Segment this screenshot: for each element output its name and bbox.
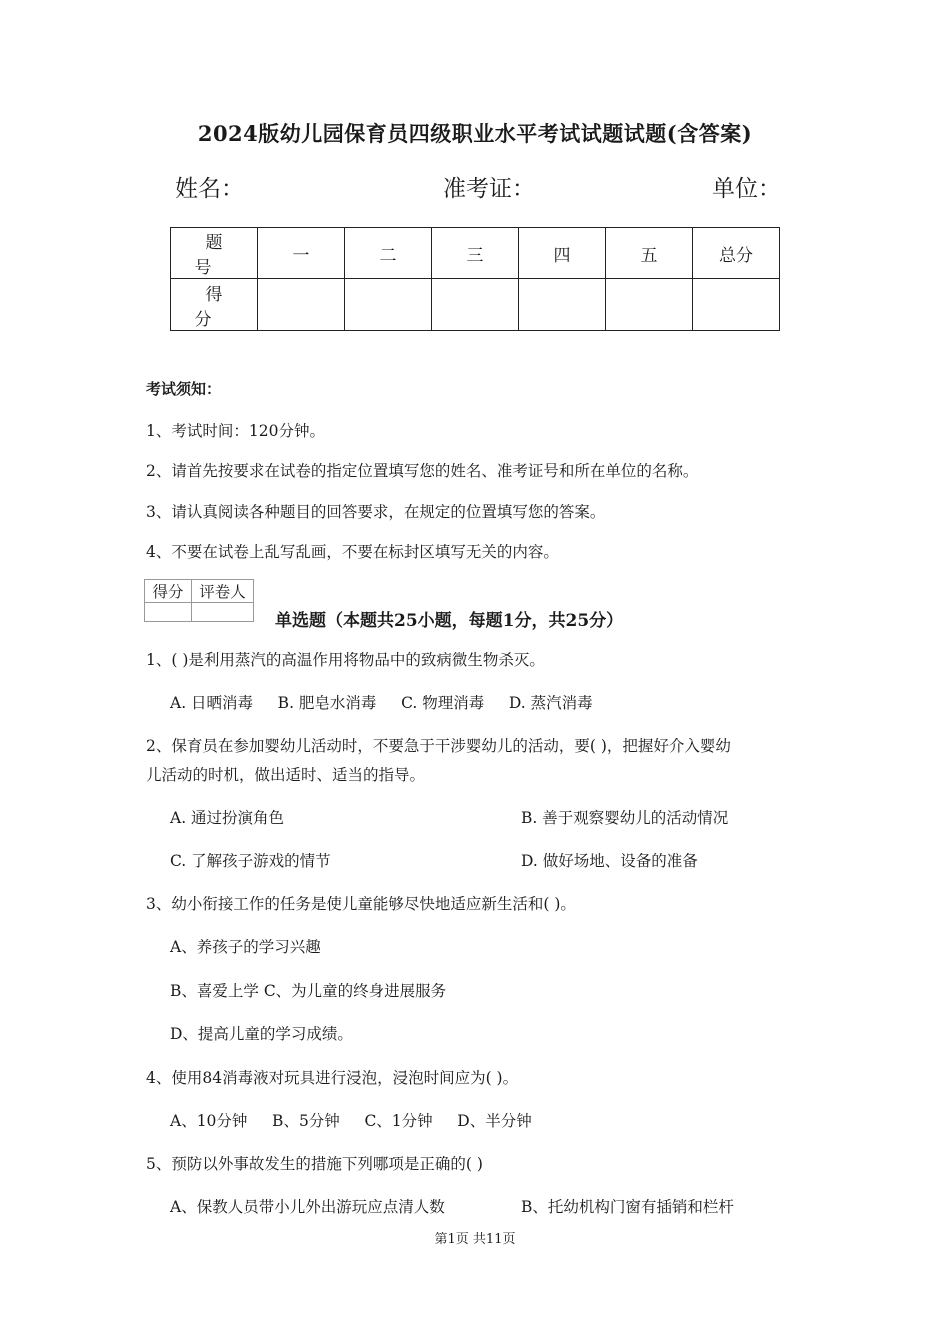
question-2-stem-line-1: 2、保育员在参加婴幼儿活动时，不要急于干涉婴幼儿的活动，要( )，把握好介入婴幼 [146, 737, 731, 755]
grader-score-cell[interactable] [145, 603, 192, 622]
grader-name-cell[interactable] [192, 603, 254, 622]
question-2-option-d: D. 做好场地、设备的准备 [521, 852, 698, 870]
score-cell-total[interactable] [693, 279, 780, 331]
name-field-label: 姓名： [175, 176, 244, 202]
total-header: 总分 [693, 228, 780, 279]
notice-item-1: 1、考试时间：120分钟。 [146, 422, 325, 440]
question-3-option-bc: B、喜爱上学 C、为儿童的终身进展服务 [170, 982, 447, 1000]
score-cell-4[interactable] [519, 279, 606, 331]
score-table [170, 227, 780, 331]
unit-field-label: 单位： [712, 176, 781, 202]
section-2-header: 二 [345, 228, 432, 279]
section-5-header: 五 [606, 228, 693, 279]
question-1-stem: 1、( )是利用蒸汽的高温作用将物品中的致病微生物杀灭。 [146, 651, 545, 669]
notice-item-2: 2、请首先按要求在试卷的指定位置填写您的姓名、准考证号和所在单位的名称。 [146, 462, 699, 480]
grader-name-label: 评卷人 [192, 580, 254, 603]
question-3-option-a: A、养孩子的学习兴趣 [170, 938, 321, 956]
question-4-options: A、10分钟 B、5分钟 C、1分钟 D、半分钟 [170, 1112, 532, 1130]
question-2-stem-line-2: 儿活动的时机，做出适时、适当的指导。 [146, 766, 426, 784]
page-footer: 第1页 共11页 [434, 1232, 516, 1247]
notice-item-4: 4、不要在试卷上乱写乱画，不要在标封区填写无关的内容。 [146, 543, 559, 561]
notice-item-3: 3、请认真阅读各种题目的回答要求，在规定的位置填写您的答案。 [146, 503, 606, 521]
section-4-header: 四 [519, 228, 606, 279]
question-3-stem: 3、幼小衔接工作的任务是使儿童能够尽快地适应新生活和( )。 [146, 895, 576, 913]
section-1-header: 一 [258, 228, 345, 279]
score-label: 得分 [171, 279, 258, 331]
question-4-stem: 4、使用84消毒液对玩具进行浸泡，浸泡时间应为( )。 [146, 1069, 519, 1087]
question-3-option-d: D、提高儿童的学习成绩。 [170, 1025, 353, 1043]
question-2-option-a: A. 通过扮演角色 [170, 809, 285, 827]
question-5-stem: 5、预防以外事故发生的措施下列哪项是正确的( ) [146, 1155, 483, 1173]
score-cell-3[interactable] [432, 279, 519, 331]
score-table-header-row [171, 228, 780, 279]
section-title: 单选题（本题共25小题，每题1分，共25分） [275, 611, 624, 631]
exam-id-field-label: 准考证： [443, 176, 535, 202]
grader-box [144, 579, 254, 622]
question-5-option-a: A、保教人员带小儿外出游玩应点清人数 [170, 1198, 445, 1216]
score-table-score-row [171, 279, 780, 331]
question-2-option-c: C. 了解孩子游戏的情节 [170, 852, 331, 870]
question-1-options: A. 日晒消毒 B. 肥皂水消毒 C. 物理消毒 D. 蒸汽消毒 [170, 694, 593, 712]
score-cell-2[interactable] [345, 279, 432, 331]
notice-heading: 考试须知： [146, 380, 222, 398]
section-3-header: 三 [432, 228, 519, 279]
page-title: 2024版幼儿园保育员四级职业水平考试试题试题(含答案) [197, 121, 753, 146]
question-2-option-b: B. 善于观察婴幼儿的活动情况 [521, 809, 729, 827]
score-cell-5[interactable] [606, 279, 693, 331]
score-cell-1[interactable] [258, 279, 345, 331]
grader-score-label: 得分 [145, 580, 192, 603]
question-number-label: 题号 [171, 228, 258, 279]
question-5-option-b: B、托幼机构门窗有插销和栏杆 [521, 1198, 734, 1216]
